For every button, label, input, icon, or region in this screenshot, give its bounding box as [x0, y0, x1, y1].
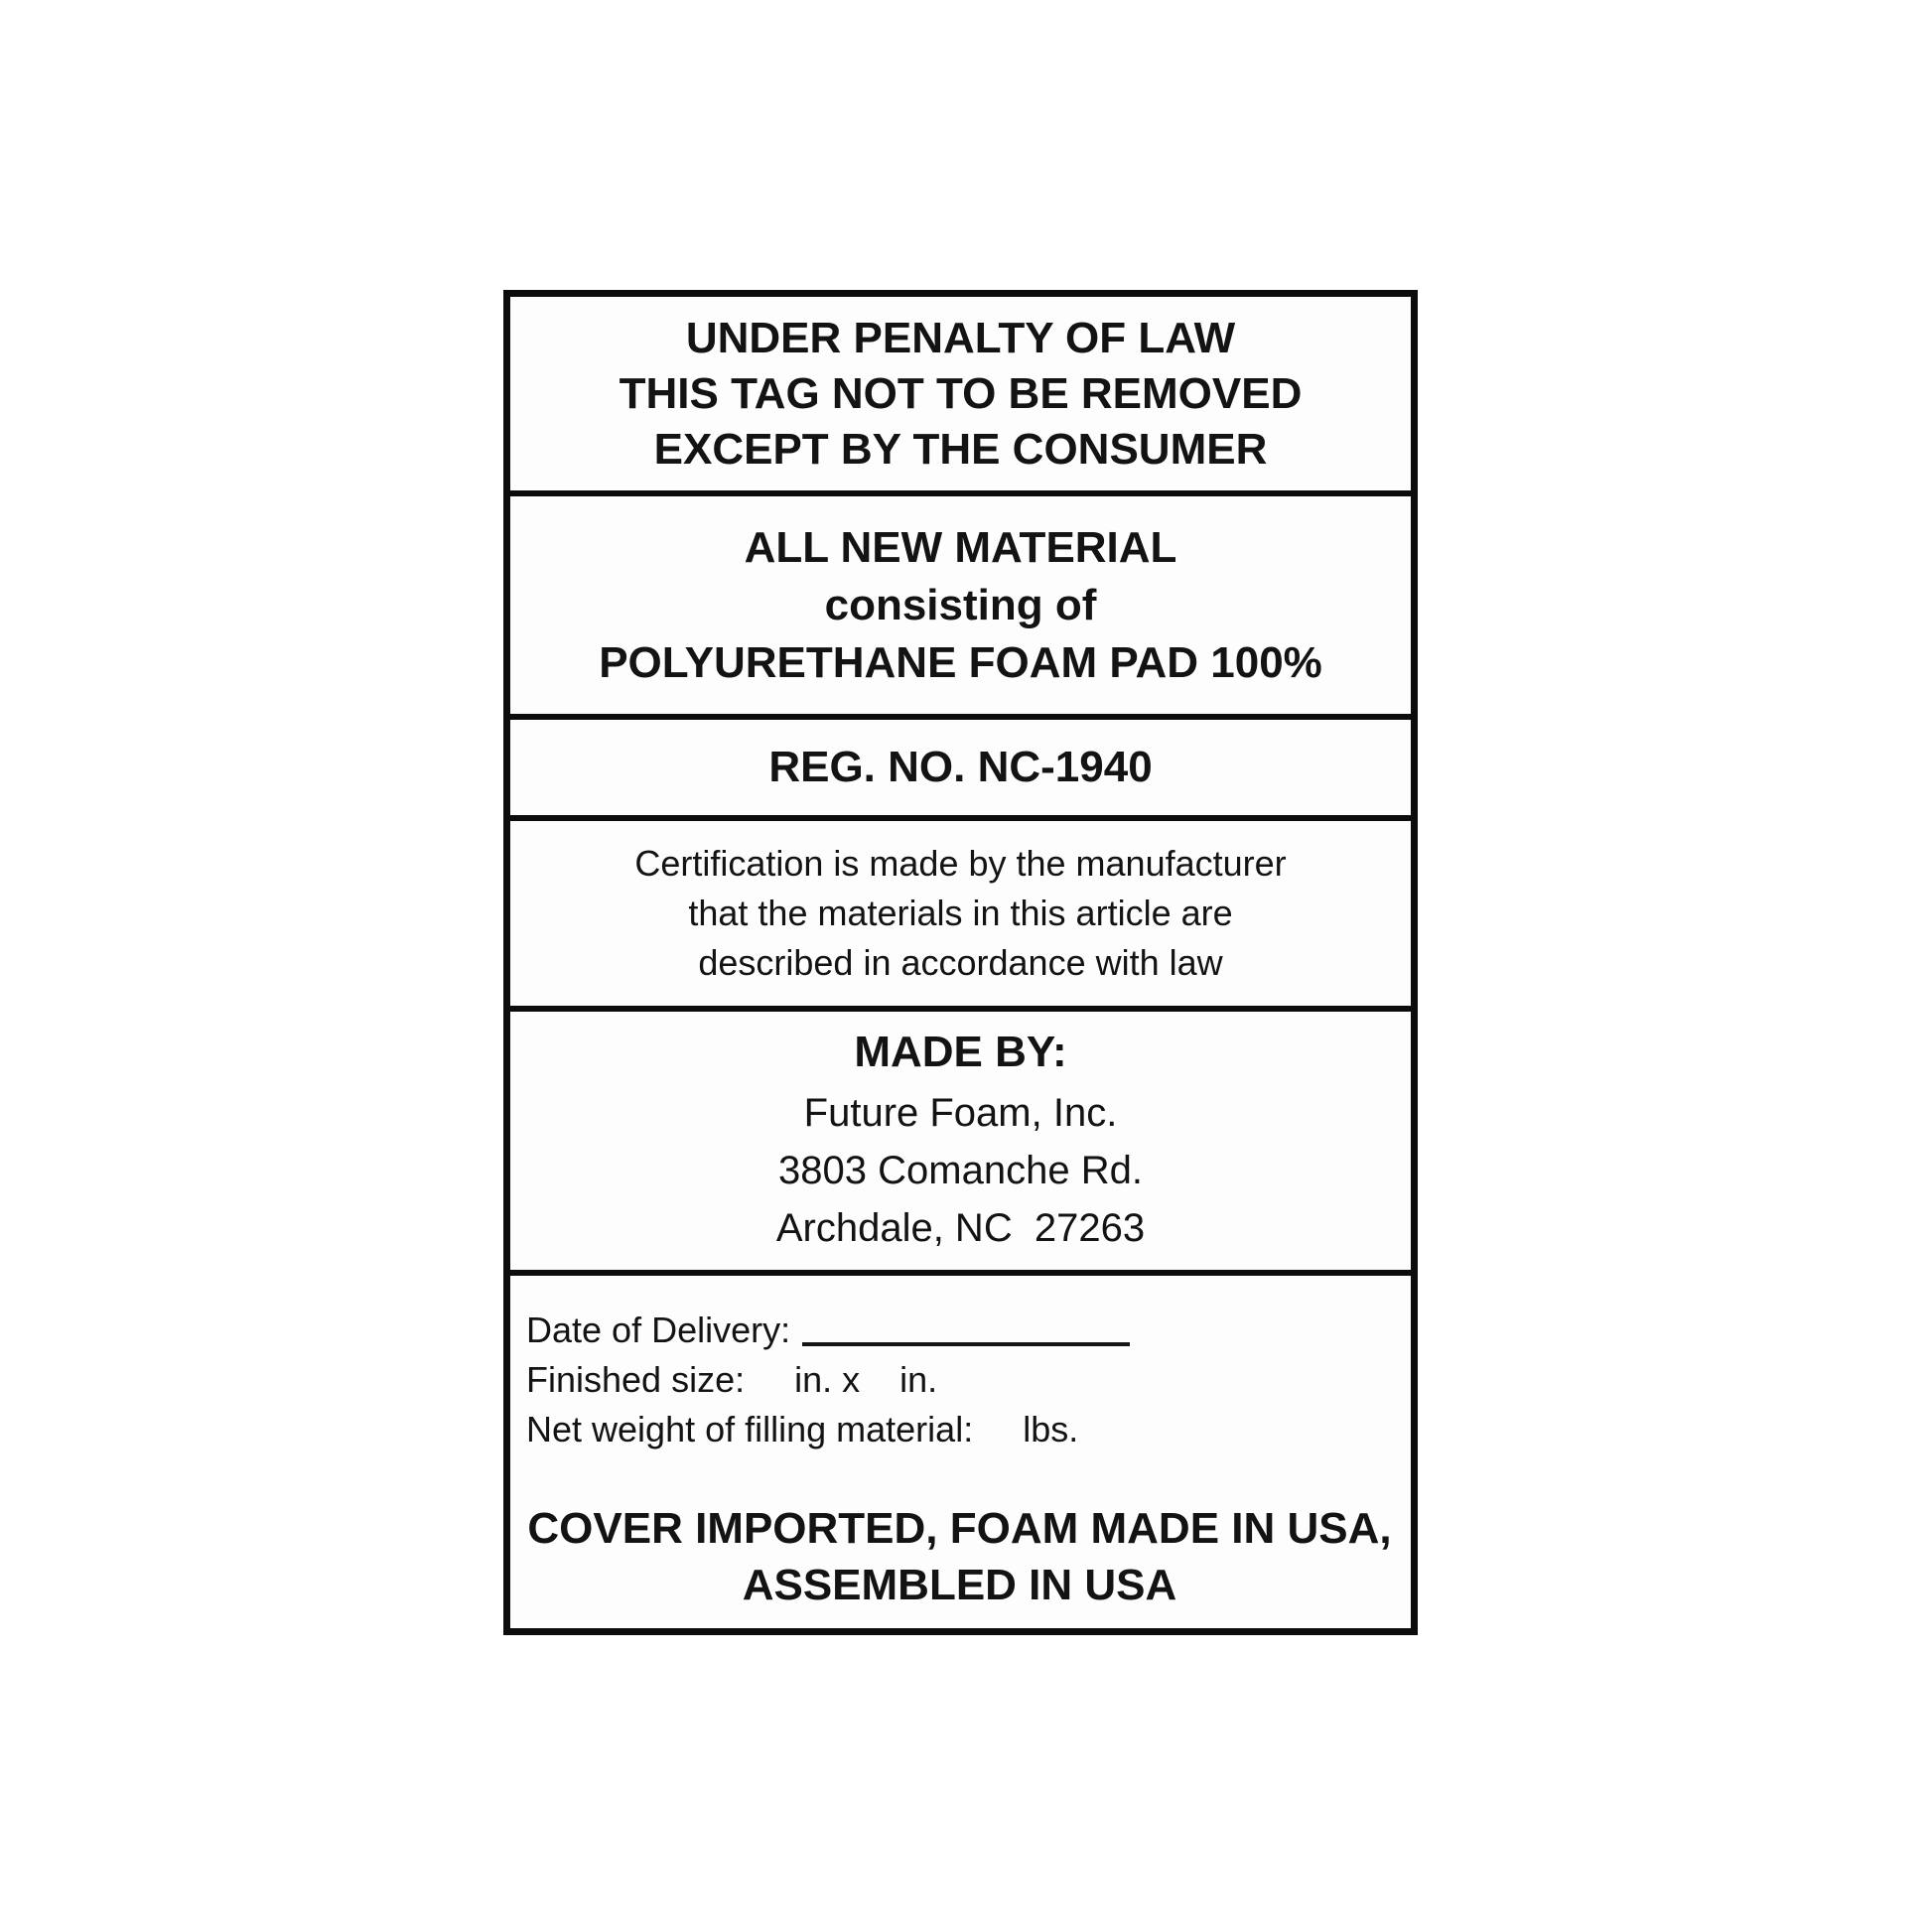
details-section	[510, 1270, 1411, 1628]
date-of-delivery-line	[526, 1306, 1393, 1355]
date-of-delivery-label: Date of Delivery:	[526, 1310, 791, 1350]
origin-footer	[526, 1500, 1393, 1613]
certification-line-2: that the materials in this article are	[688, 893, 1233, 933]
made-by-street: 3803 Comanche Rd.	[778, 1149, 1143, 1192]
penalty-section	[510, 297, 1411, 490]
made-by-section	[510, 1006, 1411, 1270]
made-by-company: Future Foam, Inc.	[803, 1091, 1118, 1135]
date-of-delivery-blank-line	[802, 1312, 1130, 1346]
penalty-line-2: THIS TAG NOT TO BE REMOVED	[619, 368, 1303, 418]
origin-footer-line-2: ASSEMBLED IN USA	[742, 1561, 1177, 1609]
material-line-3: POLYURETHANE FOAM PAD 100%	[599, 637, 1322, 687]
finished-size-line: Finished size: in. x in.	[526, 1359, 938, 1400]
penalty-line-3: EXCEPT BY THE CONSUMER	[653, 424, 1268, 474]
material-section	[510, 490, 1411, 714]
material-line-2: consisting of	[824, 580, 1097, 629]
certification-line-1: Certification is made by the manufacturer	[634, 843, 1287, 884]
made-by-heading: MADE BY:	[854, 1028, 1067, 1076]
registration-section	[510, 714, 1411, 815]
registration-number: REG. NO. NC-1940	[768, 743, 1153, 791]
made-by-city: Archdale, NC 27263	[775, 1206, 1146, 1250]
net-weight-line: Net weight of filling material: lbs.	[526, 1409, 1079, 1449]
penalty-line-1: UNDER PENALTY OF LAW	[685, 313, 1236, 362]
law-label-tag	[503, 290, 1418, 1635]
certification-section	[510, 815, 1411, 1006]
material-line-1: ALL NEW MATERIAL	[744, 522, 1177, 572]
origin-footer-line-1: COVER IMPORTED, FOAM MADE IN USA,	[527, 1504, 1392, 1553]
certification-line-3: described in accordance with law	[698, 942, 1223, 983]
